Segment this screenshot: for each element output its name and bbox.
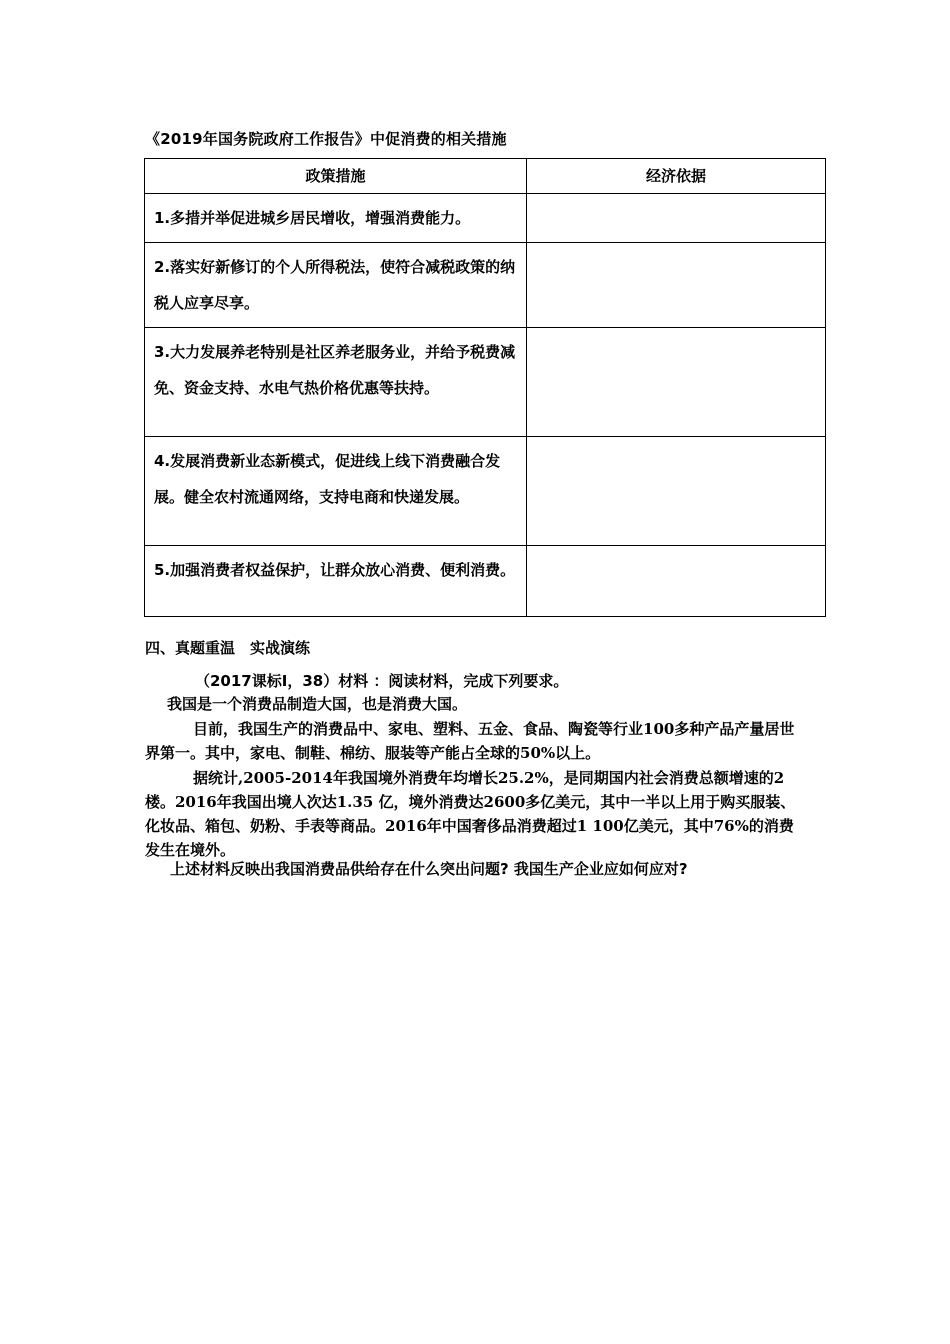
table-heading: 《2019年国务院政府工作报告》中促消费的相关措施 <box>145 130 507 148</box>
measure-cell: 5.加强消费者权益保护，让群众放心消费、便利消费。 <box>145 546 527 617</box>
policy-table <box>144 158 826 617</box>
table-row <box>145 546 826 617</box>
header-basis: 经济依据 <box>527 159 826 194</box>
table-header-row <box>145 159 826 194</box>
header-policy: 政策措施 <box>145 159 527 194</box>
material-paragraph-1: 我国是一个消费品制造大国，也是消费大国。 <box>167 695 468 713</box>
question-text: 上述材料反映出我国消费品供给存在什么突出问题? 我国生产企业应如何应对? <box>170 860 688 878</box>
basis-cell <box>527 328 826 437</box>
section-title: 四、真题重温 实战演练 <box>145 639 311 657</box>
material-paragraph-2: 目前，我国生产的消费品中、家电、塑料、五金、食品、陶瓷等行业100多种产品产量居世界第一。其中，家电、制鞋、棉纺、服装等产能占全球的50%以上。 <box>145 720 795 762</box>
basis-cell <box>527 437 826 546</box>
measure-cell: 4.发展消费新业态新模式，促进线上线下消费融合发展。健全农村流通网络，支持电商和快递发展。 <box>145 437 527 546</box>
measure-cell: 1.多措并举促进城乡居民增收，增强消费能力。 <box>145 194 527 243</box>
table-row <box>145 243 826 328</box>
table-row <box>145 194 826 243</box>
basis-cell <box>527 243 826 328</box>
material-paragraph-3: 据统计,2005-2014年我国境外消费年均增长25.2%，是同期国内社会消费总额增速的2楼。2016年我国出境人次达1.35 亿，境外消费达2600多亿美元，其中一半以上用于购买服装、化妆品、箱包、奶粉、手表等商品。2016年中国奢侈品消费超过1 100亿美元，其中76%的消费发生在境外。 <box>145 769 796 859</box>
table-row <box>145 328 826 437</box>
measure-cell: 3.大力发展养老特别是社区养老服务业，并给予税费减免、资金支持、水电气热价格优惠等扶持。 <box>145 328 527 437</box>
basis-cell <box>527 546 826 617</box>
table-row <box>145 437 826 546</box>
question-source: （2017课标Ⅰ，38）材料 ：阅读材料，完成下列要求。 <box>195 672 569 690</box>
measure-cell: 2.落实好新修订的个人所得税法，使符合减税政策的纳税人应享尽享。 <box>145 243 527 328</box>
basis-cell <box>527 194 826 243</box>
